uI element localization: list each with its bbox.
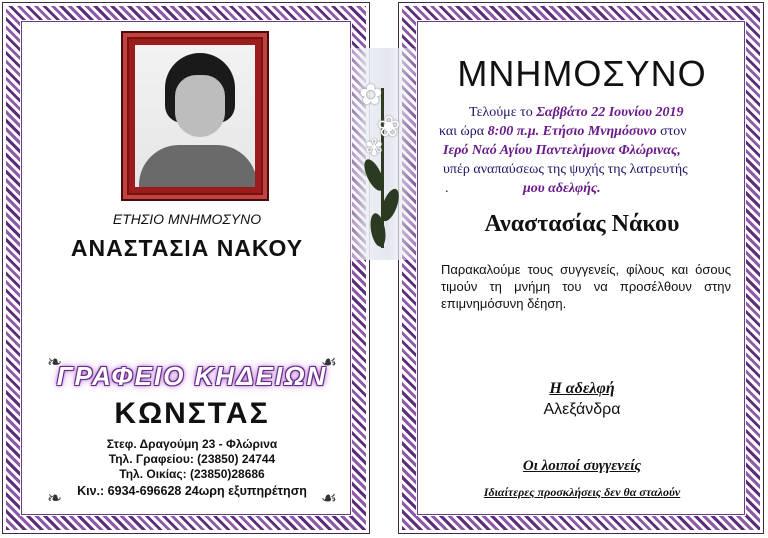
corner-ornament-icon: ☙	[320, 352, 337, 373]
office-name: ΚΩΝΣΤΑΣ	[114, 397, 270, 430]
corner-ornament-icon: ❧	[47, 488, 63, 509]
deceased-name: ΑΝΑΣΤΑΣΙΑ ΝΑΚΟΥ	[70, 235, 304, 261]
funeral-office-box	[47, 351, 337, 511]
office-phone: Τηλ. Γραφείου: (23850) 24744	[108, 452, 276, 466]
portrait-photo	[121, 31, 269, 201]
corner-ornament-icon: ❧	[47, 352, 63, 373]
lily-icon: ❀	[377, 110, 401, 143]
date-line: Τελούμε το Σαββάτο 22 Ιουνίου 2019	[469, 105, 684, 120]
annual-memorial-label: ΕΤΗΣΙΟ ΜΝΗΜΟΣΥΝΟ	[112, 211, 262, 227]
mobile-phone: Κιν.: 6934-696628 24ωρη εξυπηρέτηση	[77, 484, 307, 498]
corner-ornament-icon: ☙	[320, 488, 337, 509]
other-relatives: Οι λοιποί συγγενείς	[522, 458, 642, 474]
sister-name: Αλεξάνδρα	[543, 401, 621, 418]
soul-line: υπέρ αναπαύσεως της ψυχής της λατρευτής	[443, 162, 688, 177]
lily-icon: ✿	[359, 78, 383, 111]
lily-icon: ✾	[365, 136, 384, 161]
invitation-paragraph: Παρακαλούμε τους συγγενείς, φίλους και όσους τιμούν τη μνήμη του να προσέλθουν στην επιμνημόσυνη δέηση.	[441, 262, 731, 311]
no-invitations-note: Ιδιαίτερες προσκλήσεις δεν θα σταλούν	[483, 485, 681, 499]
time-line: και ώρα 8:00 π.μ. Ετήσιο Μνημόσυνο στον	[439, 124, 687, 139]
lily-flower-image	[345, 48, 417, 260]
church-line: Ιερό Ναό Αγίου Παντελήμονα Φλώρινας,	[443, 143, 681, 158]
sister-label: Η αδελφή	[549, 380, 615, 397]
office-address: Στεφ. Δραγούμη 23 - Φλώρινα	[106, 437, 278, 451]
home-phone: Τηλ. Οικίας: (23850)28686	[119, 467, 265, 481]
left-panel	[2, 2, 370, 534]
deceased-name-right: Αναστασίας Νάκου	[484, 211, 680, 237]
memorial-title: ΜΝΗΜΟΣΥΝΟ	[457, 53, 707, 94]
office-title: ΓΡΑΦΕΙΟ ΚΗΔΕΙΩΝ	[56, 361, 328, 391]
right-panel	[398, 2, 764, 534]
relation-line: . μου αδελφής.	[445, 181, 601, 196]
